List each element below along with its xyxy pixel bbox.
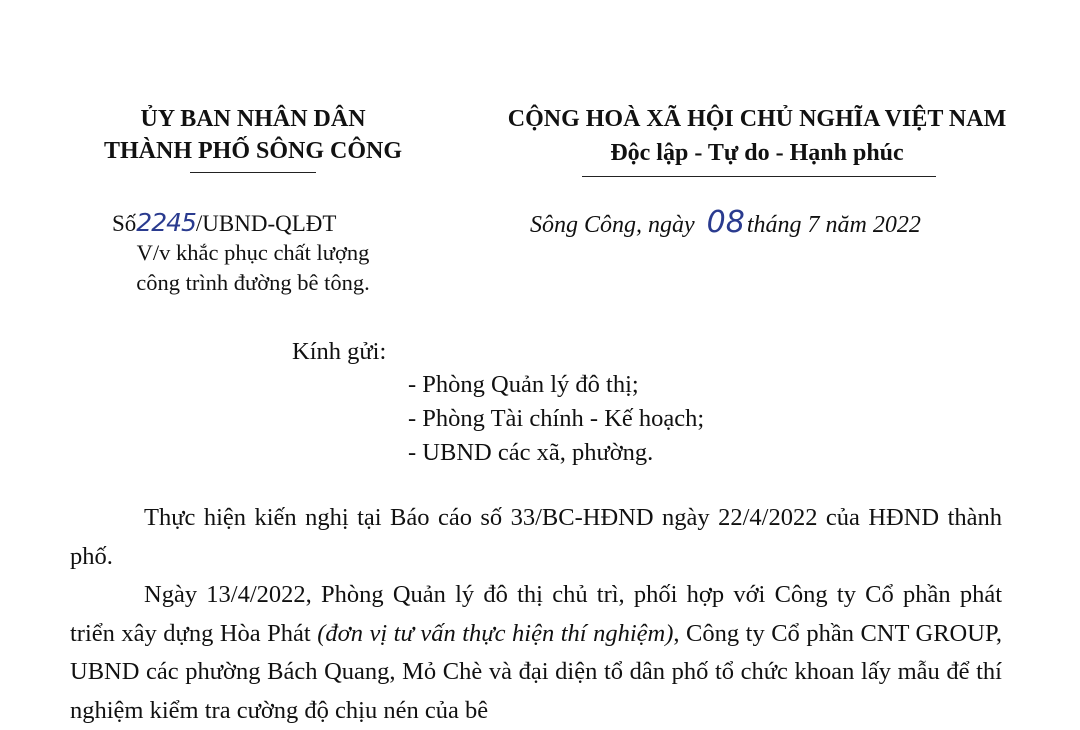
paragraph-2-italic: (đơn vị tư vấn thực hiện thí nghiệm)	[317, 619, 674, 647]
paragraph-1-text: Thực hiện kiến nghị tại Báo cáo số 33/BC-HĐND ngày 22/4/2022 của HĐND thành phố.	[70, 504, 1002, 570]
number-suffix: /UBND-QLĐT	[195, 211, 337, 236]
subject-line-2: công trình đường bê tông.	[136, 270, 370, 295]
body-paragraph-1	[70, 499, 1002, 576]
motto-underline	[582, 176, 936, 177]
paragraph-2-text-a: Ngày 13/4/2022, Phòng Quản lý đô thị chủ trì, phối hợp với Công ty Cổ phần phát triển xây dựng Hòa Phát	[70, 581, 1002, 647]
handwritten-number: 2245	[136, 208, 196, 237]
document-number	[112, 208, 336, 237]
issuer-line-1: ỦY BAN NHÂN DÂN	[140, 106, 366, 132]
recipient-item: - Phòng Tài chính - Kế hoạch;	[408, 405, 705, 432]
body-paragraph-2	[70, 576, 1002, 730]
number-prefix: Số	[112, 211, 137, 236]
recipient-item: - Phòng Quản lý đô thị;	[408, 371, 639, 398]
issuer-underline	[190, 172, 316, 173]
issuer-line-2: THÀNH PHỐ SÔNG CÔNG	[103, 138, 403, 164]
recipients-label: Kính gửi:	[292, 338, 387, 365]
national-title: CỘNG HOÀ XÃ HỘI CHỦ NGHĨA VIỆT NAM	[507, 106, 1007, 132]
date-line	[530, 205, 921, 240]
subject-line-1: V/v khắc phục chất lượng	[136, 240, 370, 265]
paragraph-2-text-b: , Công ty Cổ phần CNT GROUP, UBND các phường Bách Quang, Mỏ Chè và đại diện tổ dân phố tổ chức khoan lấy mẫu để thí nghiệm kiểm tra cường độ chịu nén của bê	[70, 619, 1002, 724]
national-motto: Độc lập - Tự do - Hạnh phúc	[610, 140, 904, 166]
date-place: Sông Công, ngày	[530, 212, 695, 238]
handwritten-day: 08	[706, 205, 745, 240]
recipient-item: - UBND các xã, phường.	[408, 439, 654, 466]
date-month-year: tháng 7 năm 2022	[746, 212, 921, 238]
